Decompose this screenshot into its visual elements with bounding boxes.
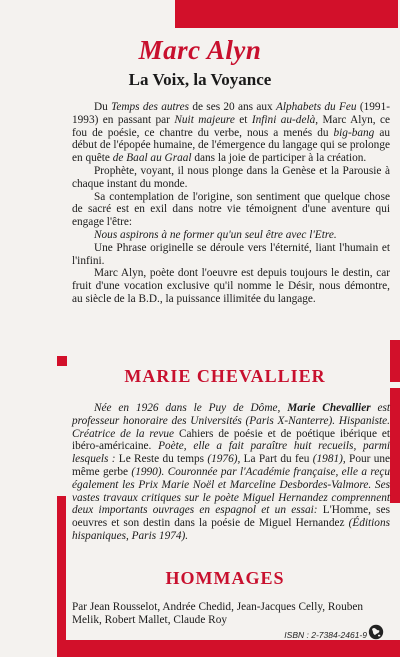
biography-text — [72, 402, 390, 543]
paragraph-3: Sa contemplation de l'origine, son sentiment que quelque chose de sacré est en exil dans notre vie témoignent d'une aventure qui engage l'être: — [72, 190, 390, 229]
red-bar-mid-right — [390, 340, 400, 382]
section-title-marie-chevallier: MARIE CHEVALLIER — [124, 366, 326, 386]
section-title-hommages: HOMMAGES — [165, 568, 285, 588]
author-title: Marc Alyn — [138, 35, 262, 65]
publisher-globe-icon — [368, 624, 384, 640]
presentation-text — [72, 101, 390, 306]
hommages-text: Par Jean Rousselot, Andrée Chedid, Jean-Jacques Celly, Rouben Melik, Robert Mallet, Claude Roy — [72, 601, 364, 626]
paragraph-5: Une Phrase originelle se déroule vers l'éternité, liant l'humain et l'infini. — [72, 241, 390, 267]
paragraph-2: Prophète, voyant, il nous plonge dans la Genèse et la Parousie à chaque instant du monde. — [72, 164, 390, 190]
paragraph-1: Du Temps des autres de ses 20 ans aux Alphabets du Feu (1991-1993) en passant par Nuit majeure et Infini au-delà, Marc Alyn, ce fou de poésie, ce chantre du verbe, nous a menés du big-bang au début de l'épopée humaine, de l'émergence du langage qui se prolonge en quête de Baal au Graal dans la joie de participer à la création. — [72, 101, 390, 165]
book-subtitle: La Voix, la Voyance — [128, 70, 272, 89]
red-bar-top — [175, 0, 398, 28]
isbn-label: ISBN : 2-7384-2461-9 — [284, 630, 367, 640]
paragraph-6: Marc Alyn, poète dont l'oeuvre est depuis toujours le destin, car fruit d'une vocation exclusive qu'il nomme le Désir, nous démontre, au siècle de la B.D., la puissance illimitée du langage. — [72, 267, 390, 305]
red-bar-mid-left — [57, 356, 67, 366]
paragraph-4: Nous aspirons à ne former qu'un seul être avec l'Etre. — [94, 228, 337, 241]
red-bar-right-bottom — [390, 388, 400, 503]
biography-paragraph: Née en 1926 dans le Puy de Dôme, Marie Chevallier est professeur honoraire des Universités (Paris X-Nanterre). Hispaniste. Créatrice de la revue Cahiers de poésie et de poétique ibérique et ibéro-américaine. Poète, elle a fait paraître huit recueils, parmi lesquels : Le Reste du temps (1976), La Part du feu (1981), Pour une même gerbe (1990). Couronnée par l'Académie française, elle a reçu également les Prix Marie Noël et Marceline Desbordes-Valmore. Ses vastes travaux critiques sur le poète Miguel Hernandez comprennent deux importants ouvrages en espagnol et un essai: L'Homme, ses oeuvres et son destin dans la poésie de Miguel Hernandez (Éditions hispaniques, Paris 1974). — [72, 402, 391, 542]
red-bar-bottom — [57, 640, 400, 657]
